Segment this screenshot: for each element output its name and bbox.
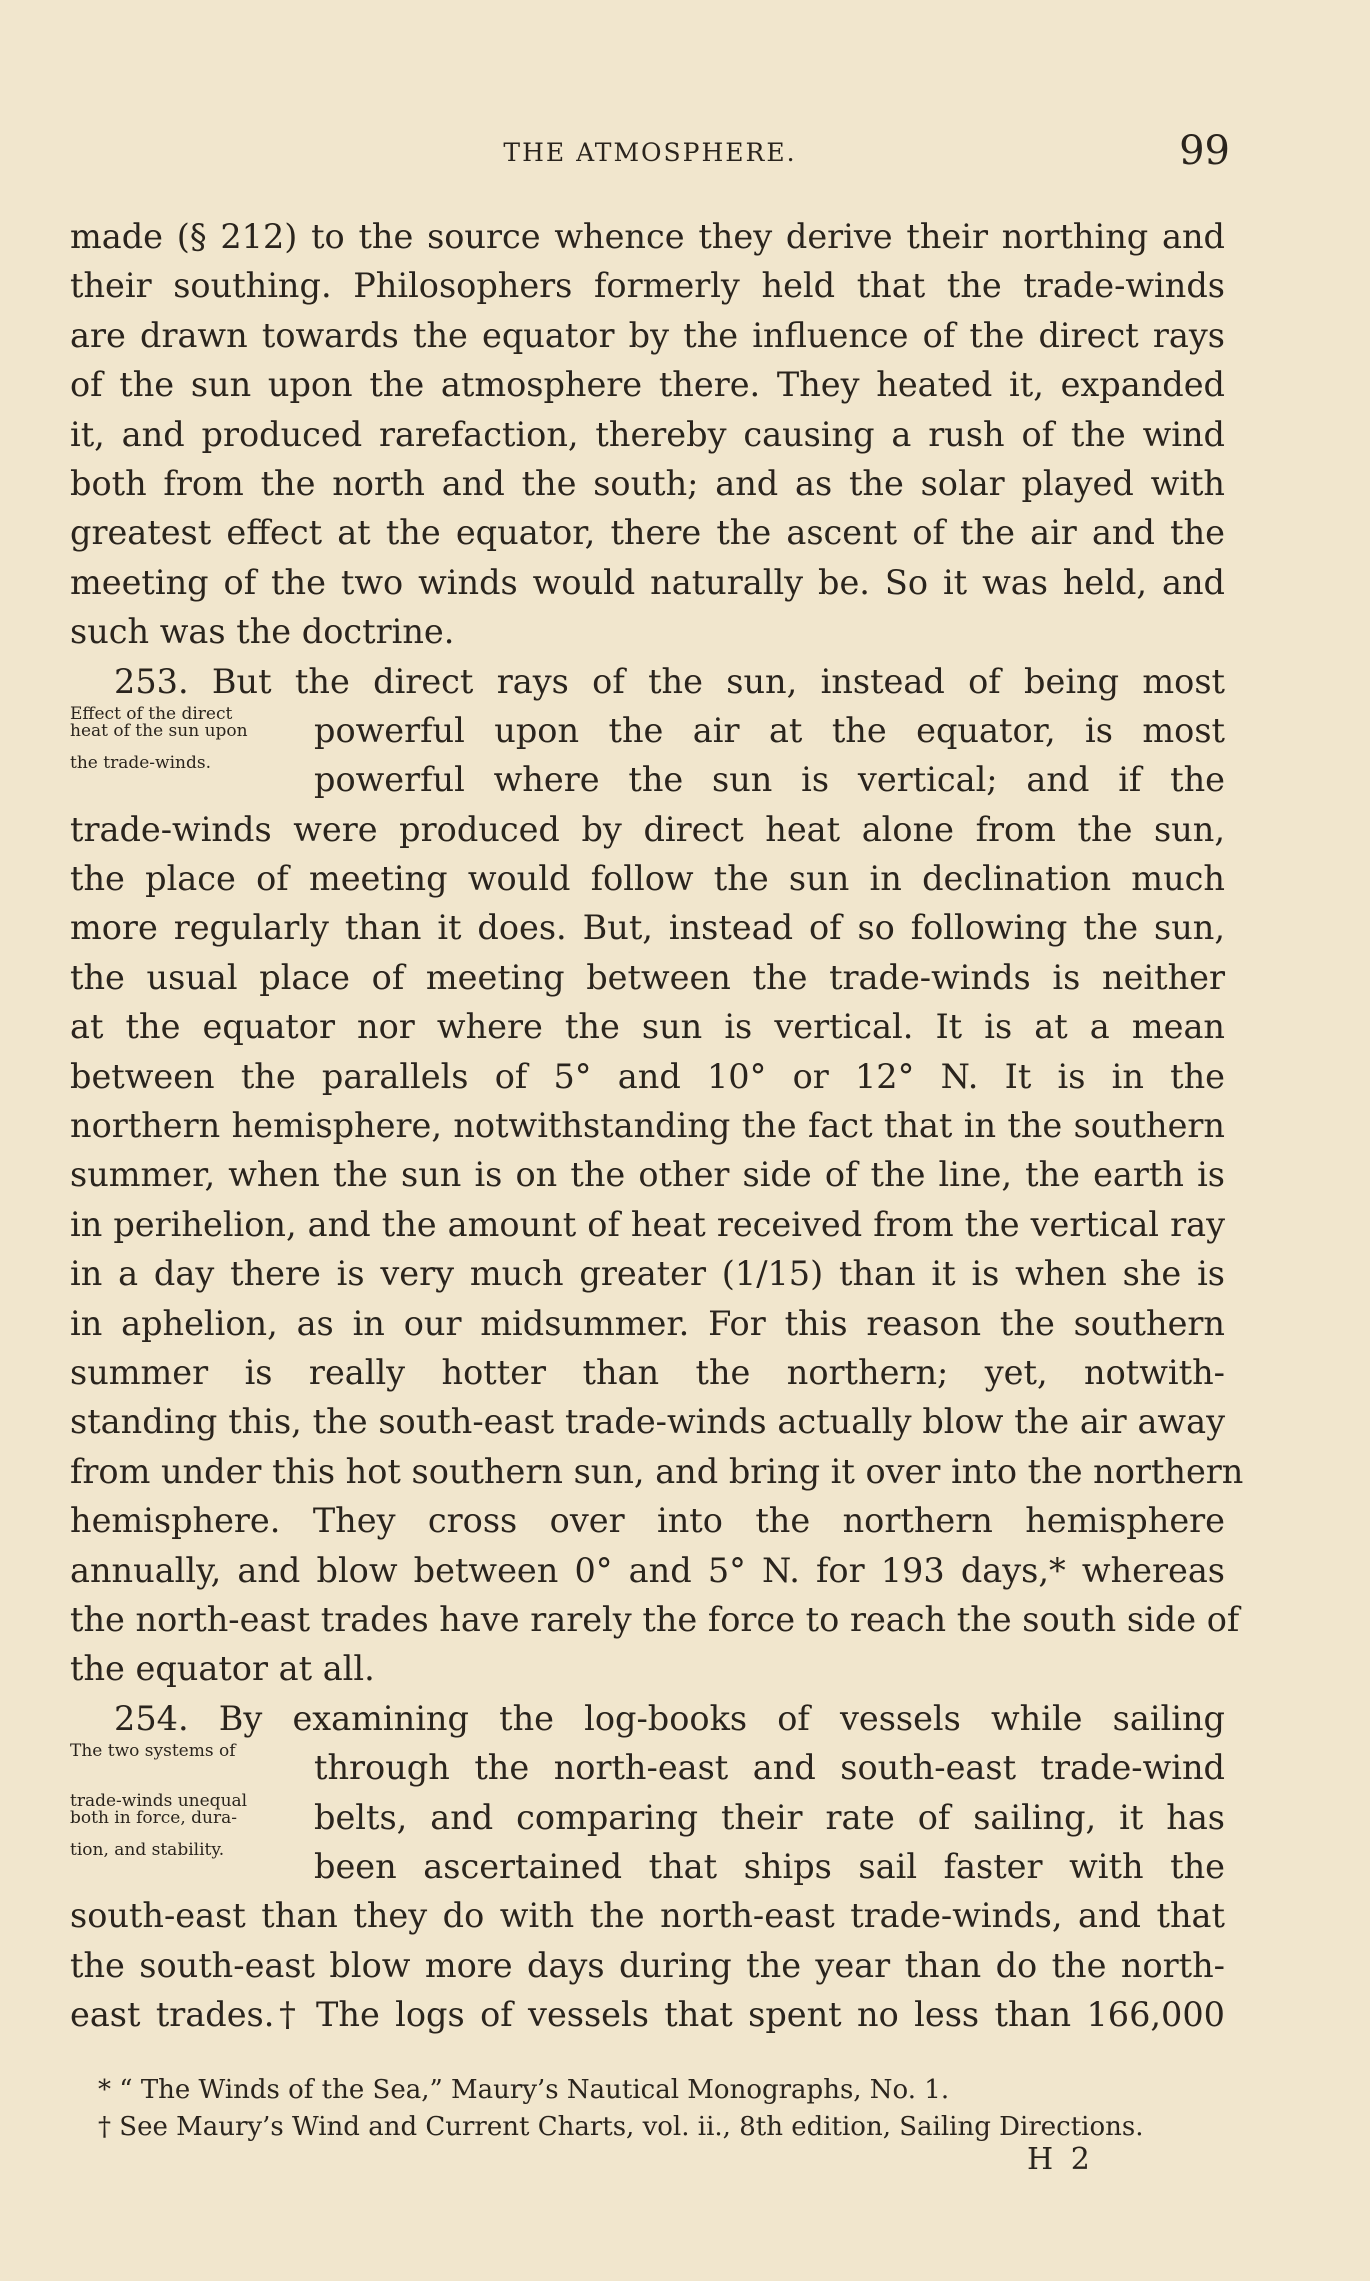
text-line: hemisphere. They cross over into the northern hemisphere xyxy=(70,1501,1225,1541)
text-line: annually, and blow between 0° and 5° N. for 193 days,* whereas xyxy=(70,1550,1225,1590)
text-line: in aphelion, as in our midsummer. For this reason the southern xyxy=(70,1303,1225,1343)
text-line: between the parallels of 5° and 10° or 12° N. It is in the xyxy=(70,1056,1225,1096)
page-number: 99 xyxy=(1179,128,1230,174)
text-line: are drawn towards the equator by the influence of the direct rays xyxy=(70,315,1225,355)
sidenote-line: both in force, dura- xyxy=(70,1807,237,1828)
text-line: summer, when the sun is on the other side of the line, the earth is xyxy=(70,1155,1225,1195)
text-line: trade-winds were produced by direct heat alone from the sun, xyxy=(70,809,1225,849)
sidenote-line: the trade-winds. xyxy=(70,753,211,774)
text-line: made (§ 212) to the source whence they derive their northing and xyxy=(70,217,1225,256)
text-line: from under this hot southern sun, and bring it over into the northern xyxy=(70,1451,1244,1491)
text-line-with-sidenote xyxy=(70,703,1225,755)
text-line: their southing. Philosophers formerly held that the trade-winds xyxy=(70,266,1225,306)
running-title: THE ATMOSPHERE. xyxy=(503,138,797,167)
running-head xyxy=(70,128,1230,178)
text-line: such was the doctrine. xyxy=(70,612,455,652)
sidenote-two-systems xyxy=(70,1743,310,1760)
sidenote-line: tion, and stability. xyxy=(70,1839,225,1860)
sidenote-line: Effect of the direct xyxy=(70,703,233,724)
footnotes xyxy=(98,2072,1228,2146)
text-line: of the sun upon the atmosphere there. They heated it, expanded xyxy=(70,365,1225,405)
text-line: through the north-east and south-east trade-wind xyxy=(314,1748,1225,1788)
sidenote-two-systems-mid xyxy=(70,1790,310,1828)
text-line: the north-east trades have rarely the force to reach the south side of xyxy=(70,1599,1240,1639)
sidenote-line: trade-winds unequal xyxy=(70,1790,248,1811)
text-line: the usual place of meeting between the trade-winds is neither xyxy=(70,957,1225,997)
sidenote-direct-heat xyxy=(70,703,310,741)
text-line-with-sidenote xyxy=(70,1790,1225,1842)
text-line: both from the north and the south; and as the solar played with xyxy=(70,463,1225,503)
text-line: south-east than they do with the north-east trade-winds, and that xyxy=(70,1896,1225,1936)
sidenote-line: heat of the sun upon xyxy=(70,720,248,741)
text-line: belts, and comparing their rate of sailing, it has xyxy=(314,1797,1225,1837)
footnote-dagger: † See Maury’s Wind and Current Charts, vol. ii., 8th edition, Sailing Directions. xyxy=(98,2112,1144,2142)
text-line: northern hemisphere, notwithstanding the fact that in the southern xyxy=(70,1106,1225,1146)
text-line-with-sidenote xyxy=(70,1743,1225,1792)
text-line: more regularly than it does. But, instead of so following the sun, xyxy=(70,908,1225,948)
sidenote-line: The two systems of xyxy=(70,1741,236,1762)
text-line: the place of meeting would follow the sun in declination much xyxy=(70,859,1225,899)
text-line: summer is really hotter than the northern; yet, notwith- xyxy=(70,1352,1225,1392)
text-line: standing this, the south-east trade-winds actually blow the air away xyxy=(70,1402,1225,1442)
text-line: the south-east blow more days during the year than do the north- xyxy=(70,1945,1225,1985)
text-line: powerful where the sun is vertical; and if the xyxy=(314,760,1225,800)
text-line-with-sidenote xyxy=(70,1839,1225,1891)
sidenote-direct-heat-end xyxy=(70,755,310,772)
text-line: at the equator nor where the sun is vertical. It is at a mean xyxy=(70,1007,1225,1047)
text-line: the equator at all. xyxy=(70,1649,375,1689)
text-line: been ascertained that ships sail faster with the xyxy=(314,1846,1225,1886)
text-line-with-sidenote xyxy=(70,755,1225,804)
text-line: in a day there is very much greater (1/15) than it is when she is xyxy=(70,1254,1225,1294)
body-text xyxy=(70,212,1244,2039)
footnote-star: * “ The Winds of the Sea,” Maury’s Nautical Monographs, No. 1. xyxy=(98,2075,950,2105)
signature-mark: H 2 xyxy=(1027,2142,1094,2177)
text-line: east trades.† The logs of vessels that spent no less than 166,000 xyxy=(70,1995,1225,2035)
text-line: meeting of the two winds would naturally be. So it was held, and xyxy=(70,562,1225,602)
text-line: it, and produced rarefaction, thereby causing a rush of the wind xyxy=(70,414,1225,454)
text-line: greatest effect at the equator, there the ascent of the air and the xyxy=(70,513,1225,553)
text-line: in perihelion, and the amount of heat received from the vertical ray xyxy=(70,1204,1225,1244)
paragraph-254-start: 254. By examining the log-books of vessels while sailing xyxy=(114,1698,1225,1738)
text-line: powerful upon the air at the equator, is most xyxy=(314,710,1225,750)
sidenote-two-systems-end xyxy=(70,1839,310,1860)
paragraph-253-start: 253. But the direct rays of the sun, instead of being most xyxy=(114,661,1225,701)
